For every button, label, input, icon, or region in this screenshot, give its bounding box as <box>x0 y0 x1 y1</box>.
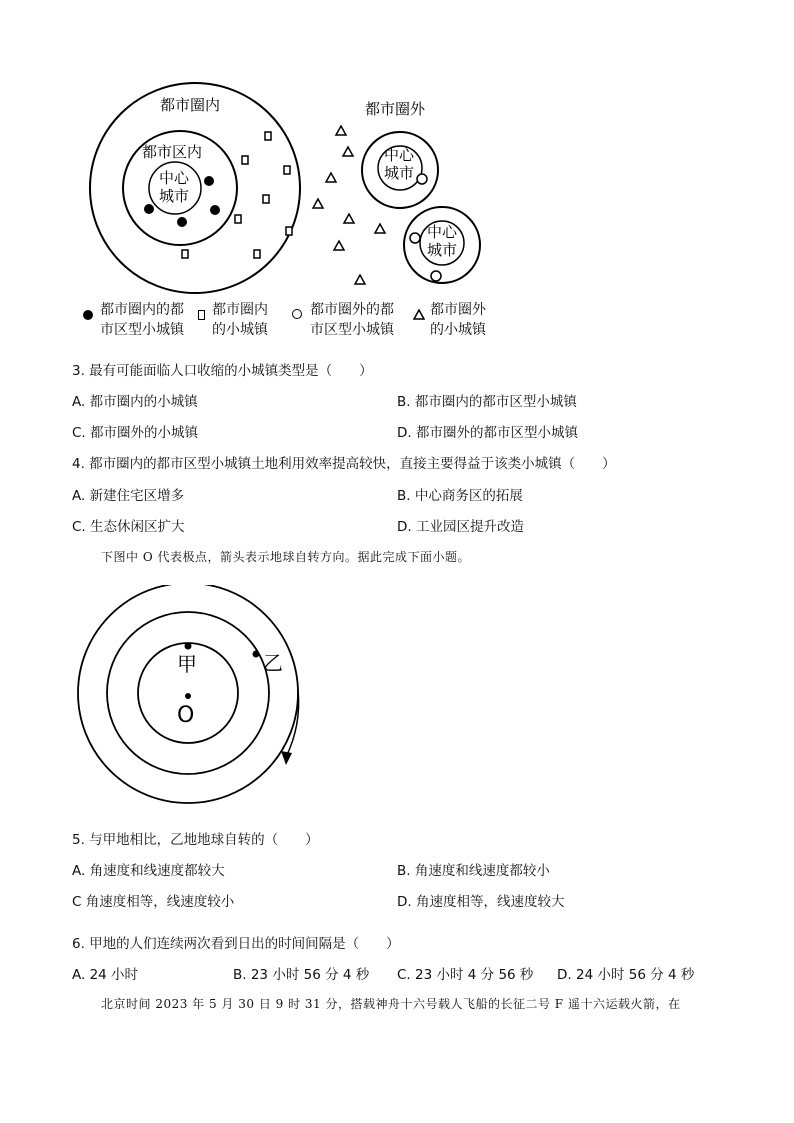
outer-town-triangles <box>313 126 385 284</box>
q4-option-d[interactable]: D. 工业园区提升改造 <box>397 519 524 535</box>
label-pole-o: O <box>177 703 195 728</box>
outer-town-triangle <box>375 224 385 233</box>
q3-option-c[interactable]: C. 都市圈外的小城镇 <box>72 425 199 441</box>
center-city-text-2: 城市 <box>384 164 415 182</box>
rotation-direction-arrow <box>286 690 299 757</box>
q4-option-a[interactable]: A. 新建住宅区增多 <box>72 488 185 504</box>
q5-option-d[interactable]: D. 角速度相等，线速度较大 <box>397 894 565 910</box>
metro-circle-outer-ring <box>90 83 300 293</box>
legend-black-dot-icon <box>83 310 93 320</box>
center-city-text-2: 城市 <box>427 241 458 259</box>
intro-polar-diagram: 下图中 O 代表极点，箭头表示地球自转方向。据此完成下面小题。 <box>101 550 470 564</box>
legend-item-label: 都市圈内的都 市区型小城镇 <box>100 302 184 338</box>
polar-rotation-diagram <box>70 585 340 815</box>
metro-circle-town-square <box>242 156 248 164</box>
label-metro-circle-inside: 都市圈内 <box>160 96 221 114</box>
intro-launch-paragraph: 北京时间 2023 年 5 月 30 日 9 时 31 分，搭载神舟十六号载人飞船的长征二号 F 遥十六运载火箭，在 <box>101 997 681 1011</box>
q5-option-a[interactable]: A. 角速度和线速度都较大 <box>72 863 225 879</box>
outer-town-triangle <box>343 147 353 156</box>
q3-option-a[interactable]: A. 都市圈内的小城镇 <box>72 394 198 410</box>
q5-option-b[interactable]: B. 角速度和线速度都较小 <box>397 863 550 879</box>
label-metro-circle-outside: 都市圈外 <box>365 100 426 118</box>
legend-hollow-circle-icon <box>292 309 302 319</box>
pole-dot <box>185 693 191 699</box>
outer-town-triangle <box>334 241 344 250</box>
metro-inner-town-dot <box>204 176 214 186</box>
label-yi: 乙 <box>263 651 283 675</box>
q6-option-a[interactable]: A. 24 小时 <box>72 967 139 983</box>
metro-circle-town-square <box>286 227 292 235</box>
metro-inner-town-dot <box>144 204 154 214</box>
center-city-text-2: 城市 <box>159 187 190 205</box>
legend-item-label: 都市圈外 的小城镇 <box>430 302 486 338</box>
metro-circle-town-square <box>235 215 241 223</box>
outer-metro-area-town-circle <box>410 233 420 243</box>
q3-option-b[interactable]: B. 都市圈内的都市区型小城镇 <box>397 394 577 410</box>
q4-option-c[interactable]: C. 生态休闲区扩大 <box>72 519 185 535</box>
question-4-stem: 4. 都市圈内的都市区型小城镇土地利用效率提高较快，直接主要得益于该类小城镇（ ） <box>72 456 616 472</box>
q6-option-d[interactable]: D. 24 小时 56 分 4 秒 <box>557 967 695 983</box>
point-jia-dot <box>185 643 192 650</box>
metro-circle-town-square <box>284 166 290 174</box>
rotation-arrowhead-icon <box>281 751 292 765</box>
metro-circle-town-square <box>182 250 188 258</box>
label-jia: 甲 <box>177 652 197 676</box>
legend-square-icon <box>198 310 205 320</box>
outer-town-triangle <box>344 214 354 223</box>
metro-circle-town-square <box>265 132 271 140</box>
question-6-stem: 6. 甲地的人们连续两次看到日出的时间间隔是（ ） <box>72 936 400 952</box>
q6-option-c[interactable]: C. 23 小时 4 分 56 秒 <box>397 967 534 983</box>
legend-item-label: 都市圈外的都 市区型小城镇 <box>310 302 394 338</box>
outer-metro-area-town-circle <box>417 174 427 184</box>
label-metro-area-inside: 都市区内 <box>142 143 203 161</box>
q5-option-c[interactable]: C 角速度相等，线速度较小 <box>72 894 235 910</box>
center-city-text-1: 中心 <box>427 223 458 241</box>
q3-option-d[interactable]: D. 都市圈外的都市区型小城镇 <box>397 425 578 441</box>
q4-option-b[interactable]: B. 中心商务区的拓展 <box>397 488 523 504</box>
question-5-stem: 5. 与甲地相比，乙地地球自转的（ ） <box>72 832 319 848</box>
outer-town-triangle <box>326 173 336 182</box>
point-yi-dot <box>253 651 260 658</box>
q6-option-b[interactable]: B. 23 小时 56 分 4 秒 <box>233 967 370 983</box>
center-city-text-1: 中心 <box>159 169 190 187</box>
center-city-text-1: 中心 <box>384 146 415 164</box>
question-3-stem: 3. 最有可能面临人口收缩的小城镇类型是（ ） <box>72 363 373 379</box>
metro-inner-town-dot <box>210 205 220 215</box>
metro-circle-town-square <box>263 195 269 203</box>
outer-metro-area-town-circle <box>431 271 441 281</box>
outer-town-triangle <box>336 126 346 135</box>
outer-town-triangle <box>313 199 323 208</box>
metro-circle-town-square <box>254 250 260 258</box>
legend-triangle-icon <box>413 308 425 320</box>
legend <box>80 300 510 342</box>
metro-inner-town-dot <box>177 217 187 227</box>
outer-town-triangle <box>355 275 365 284</box>
legend-item-label: 都市圈内 的小城镇 <box>212 302 268 338</box>
